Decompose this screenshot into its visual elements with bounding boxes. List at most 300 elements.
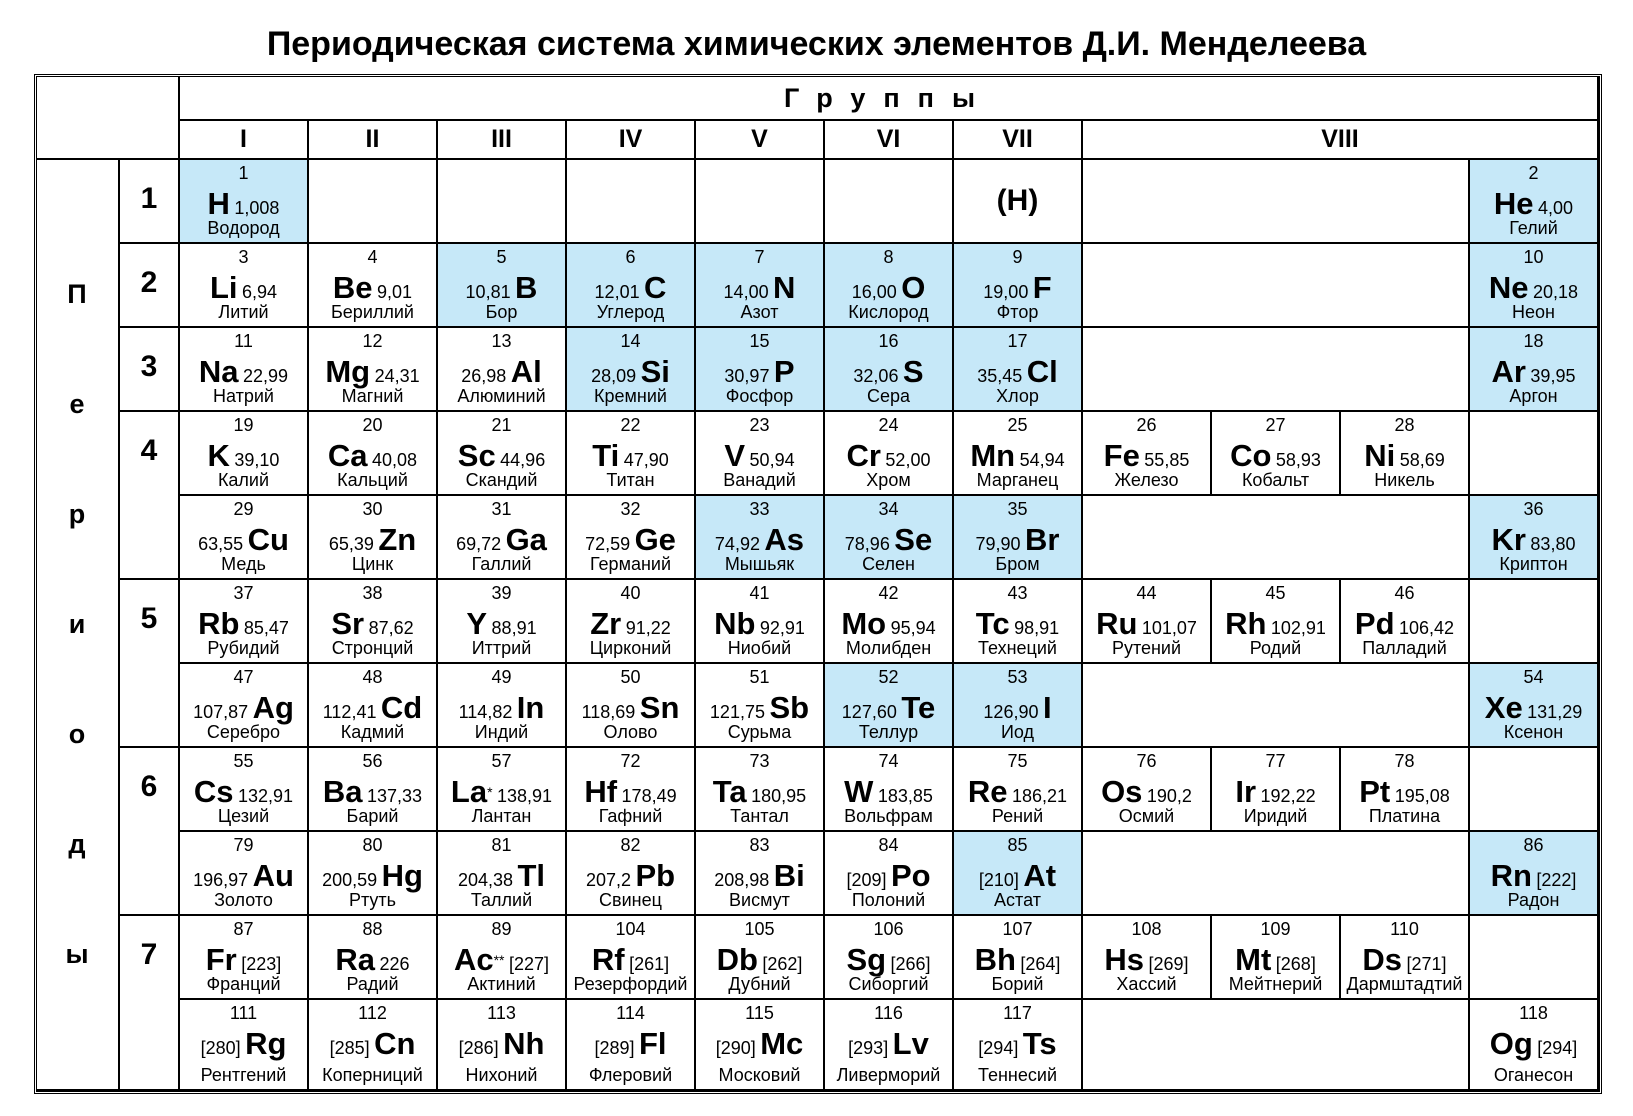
element-symbol: Re — [967, 774, 1008, 809]
element-cell — [180, 412, 309, 496]
element-cell — [180, 328, 309, 412]
element-name: Никель — [1374, 470, 1435, 490]
element-cell — [567, 496, 696, 580]
atomic-number: 5 — [496, 247, 507, 267]
element-symbol: O — [901, 270, 926, 305]
element-cell — [1470, 496, 1599, 580]
element-cell — [438, 832, 567, 916]
empty-cell — [567, 160, 696, 244]
atomic-mass: 65,39 — [328, 534, 374, 554]
element-cell — [1470, 832, 1599, 916]
atomic-number: 83 — [749, 835, 770, 855]
element-name: Теннесий — [978, 1065, 1057, 1085]
element-name: Дубний — [728, 974, 791, 994]
element-symbol: Xe — [1484, 690, 1523, 725]
period-number: 1 — [120, 160, 180, 244]
element-main — [309, 1027, 436, 1067]
element-name: Кремний — [594, 386, 667, 406]
element-cell — [696, 832, 825, 916]
element-symbol: Bi — [773, 858, 805, 893]
atomic-number: 81 — [491, 835, 512, 855]
atomic-mass: 50,94 — [749, 450, 795, 470]
element-name: Магний — [341, 386, 404, 406]
element-symbol: Ag — [252, 690, 294, 725]
element-cell — [1341, 412, 1470, 496]
element-cell — [696, 664, 825, 748]
element-symbol: Cn — [374, 1026, 416, 1061]
atomic-mass: [227] — [508, 954, 550, 974]
element-cell — [1083, 580, 1212, 664]
group-header: II — [309, 121, 438, 160]
element-symbol: Ir — [1235, 774, 1257, 809]
element-symbol: Tl — [517, 858, 546, 893]
atomic-number: 52 — [878, 667, 899, 687]
element-cell — [567, 916, 696, 1000]
element-name: Вольфрам — [844, 806, 933, 826]
atomic-number: 27 — [1265, 415, 1286, 435]
atomic-mass: 83,80 — [1530, 534, 1576, 554]
corner-cell — [36, 77, 180, 160]
element-name: Сурьма — [727, 722, 792, 742]
element-name: Тантал — [730, 806, 789, 826]
atomic-mass: 183,85 — [877, 786, 933, 806]
element-name: Хлор — [996, 386, 1039, 406]
element-name: Борий — [991, 974, 1044, 994]
element-cell — [954, 664, 1083, 748]
empty-cell — [1083, 832, 1470, 916]
element-cell — [696, 580, 825, 664]
atomic-number: 106 — [873, 919, 904, 939]
element-name: Азот — [740, 302, 779, 322]
group-header: VIII — [1083, 121, 1599, 160]
atomic-mass: 121,75 — [709, 702, 765, 722]
element-main — [1470, 1027, 1597, 1067]
atomic-number: 109 — [1260, 919, 1291, 939]
atomic-number: 57 — [491, 751, 512, 771]
periods-letter: е — [69, 389, 85, 419]
atomic-mass: 186,21 — [1012, 786, 1068, 806]
atomic-mass: 192,22 — [1260, 786, 1316, 806]
atomic-number: 55 — [233, 751, 254, 771]
empty-cell — [1083, 160, 1470, 244]
empty-cell — [1083, 244, 1470, 328]
atomic-mass: [286] — [458, 1038, 499, 1058]
element-name: Гелий — [1509, 218, 1558, 238]
element-name: Бор — [485, 302, 518, 322]
element-name: Литий — [218, 302, 269, 322]
atomic-mass: 196,97 — [193, 870, 249, 890]
element-symbol: Hg — [381, 858, 423, 893]
element-symbol: Kr — [1491, 522, 1526, 557]
element-cell — [954, 580, 1083, 664]
periods-letter: и — [68, 609, 86, 639]
element-name: Кадмий — [340, 722, 405, 742]
atomic-mass: 32,06 — [853, 366, 899, 386]
atomic-number: 115 — [745, 1003, 774, 1023]
page-title: Периодическая система химических элементов Д.И. Менделеева — [266, 25, 1367, 63]
atomic-number: 36 — [1523, 499, 1544, 519]
empty-cell — [438, 160, 567, 244]
element-symbol: I — [1042, 690, 1052, 725]
element-cell — [954, 496, 1083, 580]
element-symbol: F — [1032, 270, 1052, 305]
element-name: Рубидий — [207, 638, 280, 658]
atomic-number: 8 — [883, 247, 894, 267]
element-symbol: Sr — [331, 606, 365, 641]
atomic-number: 17 — [1007, 331, 1028, 351]
element-main — [567, 1027, 694, 1067]
element-symbol: Tc — [975, 606, 1010, 641]
element-name: Висмут — [729, 890, 790, 910]
element-symbol: La — [450, 774, 488, 809]
element-name: Аргон — [1509, 386, 1558, 406]
element-cell — [309, 664, 438, 748]
element-name: Мышьяк — [724, 554, 795, 574]
group-header: IV — [567, 121, 696, 160]
element-name: Золото — [214, 890, 273, 910]
element-name: Медь — [221, 554, 266, 574]
element-name: Теллур — [858, 722, 919, 742]
element-name: Флеровий — [588, 1065, 673, 1085]
atomic-mass: 88,91 — [491, 618, 537, 638]
element-cell — [1212, 580, 1341, 664]
atomic-number: 31 — [491, 499, 512, 519]
element-name: Молибден — [845, 638, 932, 658]
element-symbol: Ne — [1488, 270, 1529, 305]
element-name: Франций — [206, 974, 281, 994]
element-name: Иод — [1000, 722, 1035, 742]
element-cell — [1470, 664, 1599, 748]
element-cell — [438, 748, 567, 832]
atomic-mass: 4,00 — [1538, 198, 1574, 218]
footnote-mark: * — [487, 784, 493, 800]
element-cell — [180, 664, 309, 748]
element-symbol: Be — [332, 270, 373, 305]
period-number: 6 — [120, 748, 180, 916]
atomic-mass: [266] — [890, 954, 931, 974]
atomic-mass: [294] — [1537, 1038, 1578, 1058]
element-cell — [1083, 412, 1212, 496]
element-name: Кальций — [337, 470, 408, 490]
element-cell — [1341, 580, 1470, 664]
element-symbol: Ba — [322, 774, 363, 809]
element-name: Ванадий — [723, 470, 796, 490]
element-symbol: Cr — [846, 438, 881, 473]
atomic-mass: 35,45 — [977, 366, 1023, 386]
element-cell — [438, 1000, 567, 1091]
element-name: Серебро — [206, 722, 281, 742]
atomic-mass: 79,90 — [975, 534, 1021, 554]
atomic-number: 7 — [754, 247, 765, 267]
atomic-number: 87 — [233, 919, 254, 939]
atomic-number: 2 — [1528, 163, 1539, 183]
element-name: Сера — [866, 386, 911, 406]
atomic-number: 104 — [615, 919, 646, 939]
element-cell — [309, 580, 438, 664]
hydrogen-placeholder-label: (Н) — [996, 184, 1039, 217]
atomic-mass: [209] — [846, 870, 887, 890]
empty-cell — [696, 160, 825, 244]
periods-letter: П — [67, 279, 87, 309]
atomic-number: 37 — [233, 583, 254, 603]
element-cell — [567, 328, 696, 412]
element-name: Коперниций — [322, 1065, 423, 1085]
element-cell — [567, 580, 696, 664]
element-name: Германий — [590, 554, 671, 574]
element-symbol: Zr — [590, 606, 622, 641]
element-cell — [825, 496, 954, 580]
element-symbol: Cd — [380, 690, 423, 725]
atomic-number: 46 — [1394, 583, 1415, 603]
element-cell — [825, 832, 954, 916]
atomic-number: 75 — [1007, 751, 1028, 771]
atomic-number: 38 — [362, 583, 383, 603]
atomic-number: 28 — [1394, 415, 1415, 435]
atomic-mass: 40,08 — [372, 450, 418, 470]
element-cell — [1212, 748, 1341, 832]
periods-letter: д — [68, 829, 86, 859]
footnote-mark: ** — [493, 952, 505, 968]
atomic-mass: 87,62 — [368, 618, 414, 638]
element-symbol: Si — [640, 354, 670, 389]
atomic-number: 110 — [1390, 919, 1419, 939]
group-header: VI — [825, 121, 954, 160]
element-symbol: C — [644, 270, 667, 305]
atomic-number: 43 — [1007, 583, 1028, 603]
atomic-number: 80 — [362, 835, 383, 855]
element-symbol: P — [773, 354, 795, 389]
element-symbol: Po — [890, 858, 931, 893]
element-symbol: At — [1023, 858, 1057, 893]
atomic-mass: 138,91 — [497, 786, 553, 806]
empty-cell — [1083, 496, 1470, 580]
atomic-mass: 132,91 — [238, 786, 294, 806]
atomic-number: 85 — [1007, 835, 1028, 855]
element-symbol: Os — [1101, 774, 1143, 809]
atomic-mass: 30,97 — [724, 366, 770, 386]
element-cell — [180, 580, 309, 664]
element-name: Астат — [994, 890, 1041, 910]
element-cell — [954, 328, 1083, 412]
element-cell — [825, 412, 954, 496]
element-name: Галлий — [471, 554, 532, 574]
element-name: Иттрий — [471, 638, 532, 658]
atomic-mass: [264] — [1020, 954, 1061, 974]
element-symbol: Pt — [1359, 774, 1391, 809]
element-cell — [825, 580, 954, 664]
element-cell — [825, 328, 954, 412]
element-name: Свинец — [599, 890, 662, 910]
element-name: Осмий — [1118, 806, 1175, 826]
atomic-number: 25 — [1007, 415, 1028, 435]
element-name: Неон — [1512, 302, 1555, 322]
element-name: Ртуть — [348, 890, 397, 910]
element-name: Сиборгий — [848, 974, 929, 994]
group-header: VII — [954, 121, 1083, 160]
element-name: Ниобий — [727, 638, 792, 658]
element-name: Криптон — [1499, 554, 1568, 574]
element-cell — [180, 748, 309, 832]
element-symbol: Sn — [639, 690, 680, 725]
atomic-mass: 26,98 — [461, 366, 507, 386]
element-cell — [438, 496, 567, 580]
element-symbol: Ds — [1362, 942, 1403, 977]
element-name: Барий — [346, 806, 399, 826]
element-symbol: Sc — [457, 438, 496, 473]
element-cell — [180, 832, 309, 916]
atomic-mass: 91,22 — [625, 618, 671, 638]
atomic-mass: [268] — [1275, 954, 1316, 974]
element-symbol: Mg — [325, 354, 371, 389]
element-symbol: Rf — [591, 942, 625, 977]
atomic-mass: 72,59 — [585, 534, 631, 554]
atomic-mass: 22,99 — [243, 366, 289, 386]
periodic-table — [36, 77, 1599, 1091]
atomic-number: 20 — [362, 415, 383, 435]
element-symbol: Fl — [638, 1026, 667, 1061]
element-symbol: Ca — [327, 438, 368, 473]
atomic-mass: [294] — [978, 1038, 1019, 1058]
atomic-mass: 6,94 — [241, 282, 278, 302]
atomic-number: 47 — [233, 667, 254, 687]
element-symbol: Sb — [769, 690, 810, 725]
element-name: Селен — [862, 554, 915, 574]
atomic-mass: 131,29 — [1527, 702, 1583, 722]
empty-cell — [1470, 580, 1599, 664]
atomic-number: 88 — [362, 919, 383, 939]
element-cell — [567, 748, 696, 832]
element-symbol: Y — [466, 606, 488, 641]
empty-cell — [309, 160, 438, 244]
empty-cell — [1083, 664, 1470, 748]
element-cell — [1212, 916, 1341, 1000]
element-symbol: Lv — [892, 1026, 929, 1061]
element-symbol: Al — [510, 354, 542, 389]
element-name: Радон — [1507, 890, 1560, 910]
atomic-mass: 54,94 — [1019, 450, 1065, 470]
atomic-mass: [280] — [200, 1038, 241, 1058]
atomic-mass: 114,82 — [458, 702, 513, 722]
group-header: I — [180, 121, 309, 160]
atomic-number: 118 — [1519, 1003, 1548, 1023]
element-cell — [180, 160, 309, 244]
element-symbol: Nb — [714, 606, 756, 641]
element-symbol: Zn — [378, 522, 417, 557]
atomic-mass: 207,2 — [585, 870, 631, 890]
element-cell — [954, 748, 1083, 832]
atomic-number: 74 — [878, 751, 899, 771]
atomic-number: 112 — [358, 1003, 387, 1023]
element-cell — [180, 1000, 309, 1091]
element-symbol: Mc — [760, 1026, 804, 1061]
element-name: Углерод — [596, 302, 665, 322]
group-header: V — [696, 121, 825, 160]
element-symbol: Ru — [1096, 606, 1138, 641]
element-name: Лантан — [471, 806, 532, 826]
element-main — [180, 1027, 307, 1067]
element-main — [825, 1027, 952, 1067]
element-cell — [567, 412, 696, 496]
element-name: Рений — [991, 806, 1044, 826]
atomic-mass: [271] — [1406, 954, 1447, 974]
atomic-mass: [210] — [978, 870, 1019, 890]
atomic-number: 107 — [1002, 919, 1033, 939]
period-number: 7 — [120, 916, 180, 1091]
element-symbol: Ts — [1022, 1026, 1057, 1061]
element-name: Таллий — [470, 890, 533, 910]
element-symbol: Ac — [453, 942, 494, 977]
atomic-number: 19 — [233, 415, 254, 435]
element-cell — [696, 1000, 825, 1091]
element-symbol: Cs — [193, 774, 234, 809]
atomic-number: 12 — [362, 331, 383, 351]
atomic-number: 14 — [620, 331, 641, 351]
atomic-mass: 52,00 — [885, 450, 931, 470]
element-cell — [438, 412, 567, 496]
atomic-number: 53 — [1007, 667, 1028, 687]
atomic-mass: 58,93 — [1275, 450, 1321, 470]
element-cell — [309, 244, 438, 328]
element-cell — [1470, 328, 1599, 412]
element-cell — [1083, 748, 1212, 832]
element-symbol: Au — [252, 858, 294, 893]
element-name: Скандий — [465, 470, 538, 490]
element-cell — [825, 664, 954, 748]
atomic-number: 23 — [749, 415, 770, 435]
atomic-mass: [269] — [1148, 954, 1189, 974]
empty-cell — [1470, 748, 1599, 832]
atomic-number: 6 — [625, 247, 636, 267]
element-symbol: K — [207, 438, 230, 473]
atomic-number: 114 — [616, 1003, 645, 1023]
element-symbol: Ti — [592, 438, 620, 473]
element-cell — [696, 244, 825, 328]
atomic-mass: 39,10 — [234, 450, 280, 470]
atomic-number: 26 — [1136, 415, 1157, 435]
element-symbol: Bh — [974, 942, 1016, 977]
atomic-mass: [293] — [848, 1038, 889, 1058]
element-cell — [1470, 160, 1599, 244]
atomic-mass: 14,00 — [723, 282, 769, 302]
element-name: Родий — [1249, 638, 1302, 658]
element-symbol: Mn — [970, 438, 1016, 473]
period-number: 5 — [120, 580, 180, 748]
atomic-number: 77 — [1265, 751, 1286, 771]
atomic-number: 108 — [1131, 919, 1162, 939]
element-cell — [696, 412, 825, 496]
atomic-mass: 12,01 — [594, 282, 640, 302]
atomic-mass: 126,90 — [983, 702, 1039, 722]
element-symbol: Br — [1025, 522, 1060, 557]
element-name: Фосфор — [725, 386, 794, 406]
atomic-mass: 39,95 — [1530, 366, 1576, 386]
element-cell — [438, 580, 567, 664]
atomic-number: 73 — [749, 751, 770, 771]
atomic-number: 22 — [620, 415, 641, 435]
atomic-number: 34 — [878, 499, 899, 519]
element-name: Платина — [1368, 806, 1441, 826]
element-cell — [309, 1000, 438, 1091]
element-name: Кобальт — [1241, 470, 1310, 490]
atomic-number: 117 — [1003, 1003, 1032, 1023]
periods-letter: р — [68, 499, 86, 529]
atomic-mass: 10,81 — [465, 282, 511, 302]
element-cell — [438, 244, 567, 328]
atomic-number: 9 — [1012, 247, 1023, 267]
element-symbol: V — [724, 438, 746, 473]
element-name: Хром — [866, 470, 911, 490]
atomic-number: 42 — [878, 583, 899, 603]
